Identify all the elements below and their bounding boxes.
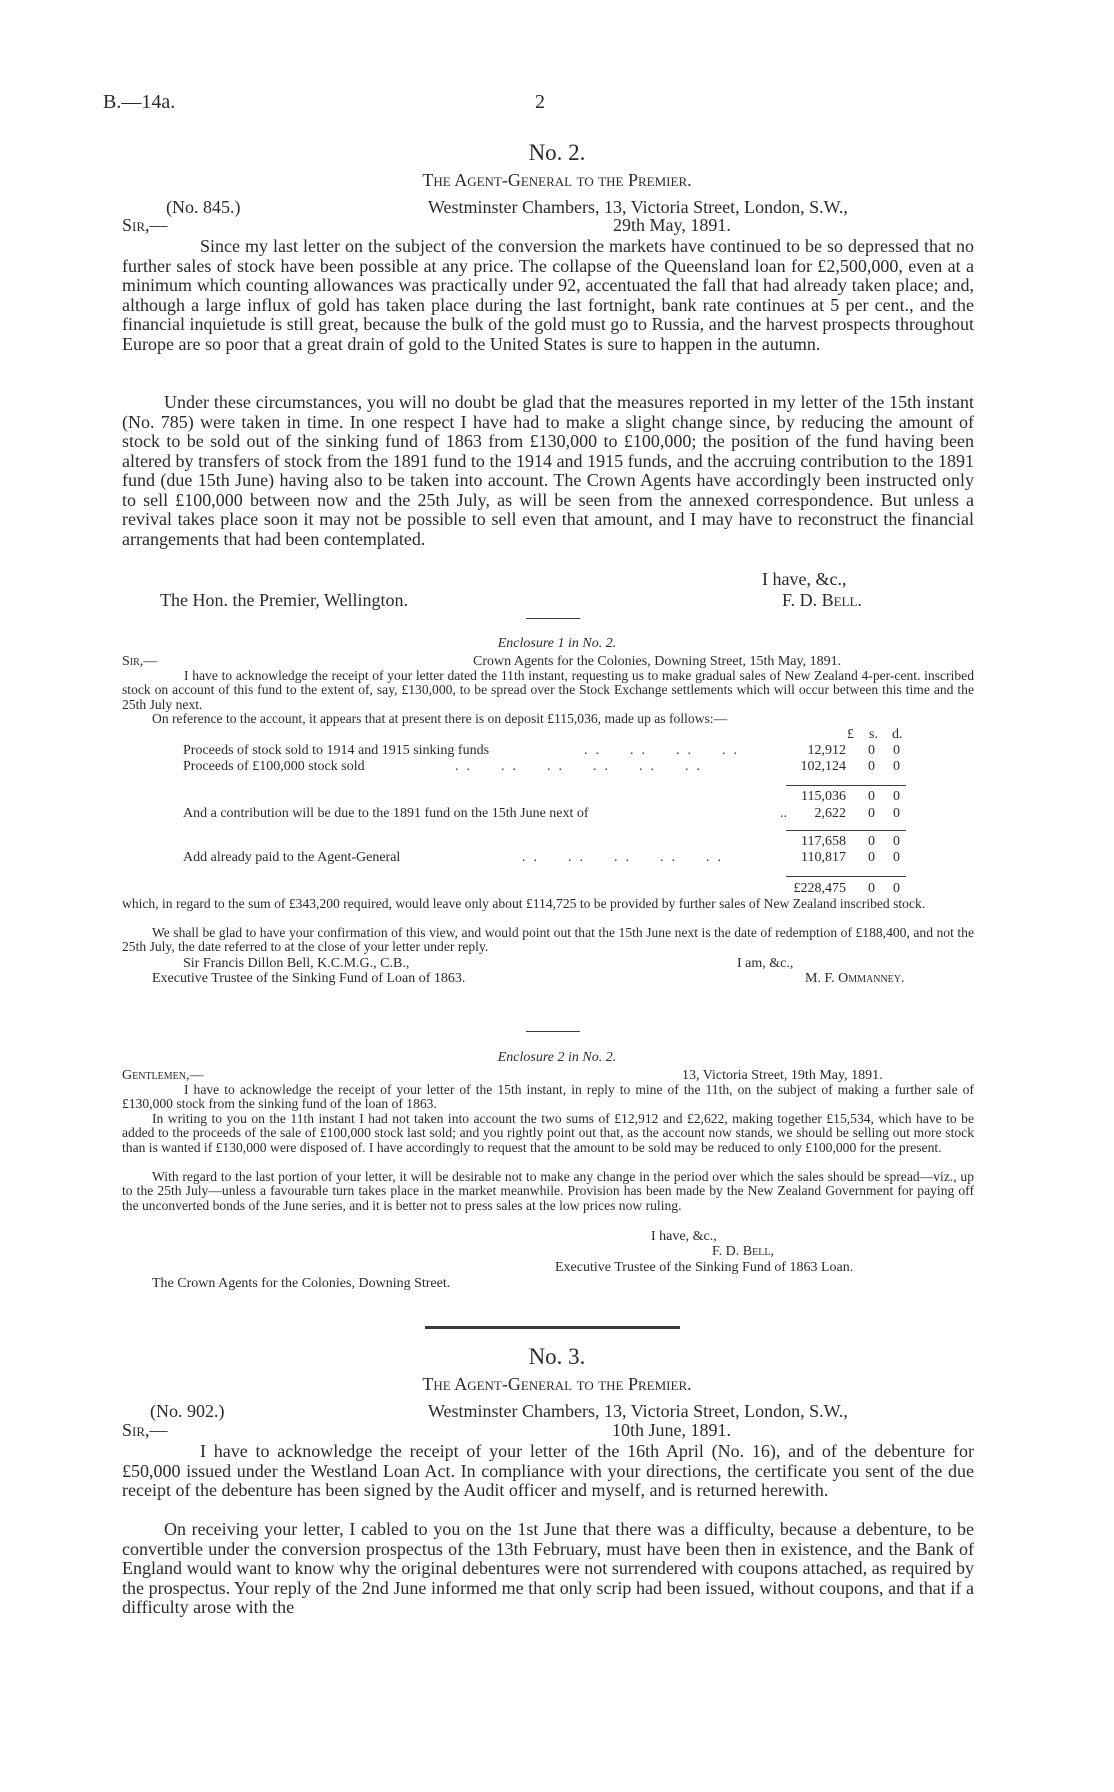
table-cell-pence: 0 (893, 850, 900, 865)
letter-heading-no2: No. 2. (528, 140, 586, 165)
section-divider-heavy (425, 1326, 680, 1329)
table-row-label: And a contribution will be due to the 1891 fund on the 15th June next of (183, 806, 589, 821)
total-pounds: £228,475 (793, 881, 846, 896)
letter-date-no2: 29th May, 1891. (613, 215, 731, 235)
signature-enc1: M. F. Ommanney. (805, 971, 905, 986)
table-cell-shillings: 0 (868, 850, 875, 865)
paragraph: Under these circumstances, you will no doubt be glad that the measures reported in my letter of the 15th instant (No. 785) were taken in time. In one respect I have had to make a slight change since, by reducing the amount of stock to be sold out of the sinking fund of 1863 from £130,000 to £100,000; the position of the fund having been altered by transfers of stock from the 1891 fund to the 1914 and 1915 funds, and the accruing contribution to the 1891 fund (due 15th June) having also to be taken into account. The Crown Agents have accordingly been instructed only to sell £100,000 between now and the 25th July, as will be seen from the annexed correspondence. But unless a revival takes place soon it may not be possible to sell even that amount, and I may have to reconstruct the financial arrangements that had been contemplated. (122, 392, 974, 549)
closing-enc1: I am, &c., (737, 956, 794, 971)
letter-address-no2: Westminster Chambers, 13, Victoria Street, London, S.W., (428, 197, 848, 217)
letter-subheading-no2: The Agent-General to the Premier. (422, 170, 692, 190)
column-header-pence: d. (892, 727, 903, 742)
addressee-enc2: The Crown Agents for the Colonies, Downing Street. (152, 1276, 451, 1291)
enclosure-heading-2: Enclosure 2 in No. 2. (497, 1050, 617, 1065)
paragraph: With regard to the last portion of your letter, it will be desirable not to make any change in the period over which the sales should be spread—viz., up to the 25th July—unless a favourable turn takes place in the market meanwhile. Provision has been made by the New Zealand Government for paying off the unconverted bonds of the June series, and it is better not to press sales at the low prices now ruling. (122, 1169, 974, 1213)
table-cell-shillings: 0 (868, 743, 875, 758)
sum-rule (786, 876, 906, 877)
address-enc2: 13, Victoria Street, 19th May, 1891. (682, 1068, 883, 1083)
page-number: 2 (535, 91, 545, 113)
subtotal-pounds: 115,036 (801, 789, 846, 804)
address-enc1: Crown Agents for the Colonies, Downing Street, 15th May, 1891. (473, 654, 842, 669)
letter-ref-no3: (No. 902.) (150, 1401, 225, 1421)
paragraph: which, in regard to the sum of £343,200 required, would leave only about £114,725 to be provided by further sales of New Zealand inscribed stock. (122, 896, 926, 911)
table-row-label: Add already paid to the Agent-General (183, 850, 401, 865)
sum-rule (786, 785, 906, 786)
paragraph: I have to acknowledge the receipt of your letter of the 16th April (No. 16), and of the debenture for £50,000 issued under the Westland Loan Act. In compliance with your directions, the certificate you sent of the due receipt of the debenture has been signed by the Audit officer and myself, and is returned herewith. (122, 1441, 974, 1500)
signature-no2: F. D. Bell. (782, 590, 862, 610)
paragraph: We shall be glad to have your confirmation of this view, and would point out that the 15th June next is the date of redemption of £188,400, and not the 25th July, the date referred to at the close of your letter under reply. (122, 925, 974, 955)
leader-dots: .. .. .. .. (584, 743, 745, 758)
paragraph: In writing to you on the 11th instant I had not taken into account the two sums of £12,912 and £2,622, making together £15,534, which have to be added to the proceeds of the sale of £100,000 stock last sold; and you rightly point out that, as the account now stands, we should be selling out more stock than is wanted if £130,000 were disposed of. I have accordingly to request that the amount to be sold may be reduced to only £100,000 for the present. (122, 1111, 974, 1155)
table-cell-pence: 0 (893, 789, 900, 804)
section-divider (526, 1031, 580, 1032)
sum-rule (786, 830, 906, 831)
salutation-no3: Sir,— (122, 1420, 168, 1440)
paragraph: I have to acknowledge the receipt of your letter of the 15th instant, in reply to mine of the 11th, on the subject of making a further sale of £130,000 stock from the sinking fund of the loan of 1863. (122, 1082, 974, 1112)
column-header-shillings: s. (869, 727, 878, 742)
table-cell-pence: 0 (893, 743, 900, 758)
table-cell-pounds: 12,912 (807, 743, 846, 758)
table-row-label: Proceeds of £100,000 stock sold (183, 759, 365, 774)
table-cell-pounds: 102,124 (800, 759, 846, 774)
table-cell-pence: 0 (893, 881, 900, 896)
letter-heading-no3: No. 3. (528, 1344, 586, 1369)
paragraph: I have to acknowledge the receipt of your letter dated the 11th instant, requesting us to make gradual sales of New Zealand 4-per-cent. inscribed stock on account of this fund to the extent of, say, £130,000, to be spread over the Stock Exchange settlements which will occur between this time and the 25th July next. (122, 668, 974, 712)
section-divider (526, 618, 580, 619)
paragraph: Since my last letter on the subject of the conversion the markets have continued to be so depressed that no further sales of stock have been possible at any price. The collapse of the Queensland loan for £2,500,000, even at a minimum which counting allowances was practically under 92, accentuated the fall that had already taken place; and, although a large influx of gold has taken place during the last fortnight, bank rate continues at 5 per cent., and the financial inquietude is still great, because the bulk of the gold must go to Russia, and the harvest prospects throughout Europe are so poor that a great drain of gold to the United States is sure to happen in the autumn. (122, 236, 974, 354)
recipient-enc1: Sir Francis Dillon Bell, K.C.M.G., C.B., (183, 956, 410, 971)
letter-subheading-no3: The Agent-General to the Premier. (422, 1374, 692, 1394)
table-cell-shillings: 0 (868, 789, 875, 804)
table-cell-pence: 0 (893, 759, 900, 774)
table-cell-shillings: 0 (868, 759, 875, 774)
leader-dots: .. .. .. .. .. .. (455, 759, 708, 774)
salutation-enc1: Sir,— (122, 654, 158, 669)
salutation-no2: Sir,— (122, 215, 168, 235)
letter-date-no3: 10th June, 1891. (612, 1420, 731, 1440)
leader-dots: .. .. .. .. .. (522, 850, 729, 865)
closing-no2: I have, &c., (762, 569, 847, 589)
column-header-pounds: £ (847, 727, 854, 742)
paragraph: On reference to the account, it appears that at present there is on deposit £115,036, made up as follows:— (152, 711, 728, 726)
letter-address-no3: Westminster Chambers, 13, Victoria Street, London, S.W., (428, 1401, 848, 1421)
signature-enc2: F. D. Bell, (712, 1244, 774, 1259)
table-cell-shillings: 0 (868, 881, 875, 896)
addressee-no2: The Hon. the Premier, Wellington. (160, 590, 408, 610)
subtotal-pounds: 117,658 (801, 834, 846, 849)
table-cell-shillings: 0 (868, 834, 875, 849)
signatory-title-enc2: Executive Trustee of the Sinking Fund of 1863 Loan. (555, 1260, 854, 1275)
enclosure-heading-1: Enclosure 1 in No. 2. (497, 636, 617, 651)
table-row-label: Proceeds of stock sold to 1914 and 1915 sinking funds (183, 743, 490, 758)
recipient-title-enc1: Executive Trustee of the Sinking Fund of Loan of 1863. (152, 971, 466, 986)
table-cell-pounds: 2,622 (814, 806, 846, 821)
table-cell-pence: 0 (893, 806, 900, 821)
closing-enc2: I have, &c., (651, 1229, 717, 1244)
document-reference: B.—14a. (103, 91, 176, 113)
salutation-enc2: Gentlemen,— (122, 1068, 204, 1083)
leader-dots: .. (780, 806, 787, 821)
paragraph: On receiving your letter, I cabled to you on the 1st June that there was a difficulty, because a debenture, to be convertible under the conversion prospectus of the 13th February, must have been then in existence, and the Bank of England would want to know why the original debentures were not surrendered with coupons attached, as required by the prospectus. Your reply of the 2nd June informed me that only scrip had been issued, without coupons, and that if a difficulty arose with the (122, 1519, 974, 1617)
table-cell-pounds: 110,817 (801, 850, 846, 865)
table-cell-shillings: 0 (868, 806, 875, 821)
letter-ref-no2: (No. 845.) (166, 197, 241, 217)
table-cell-pence: 0 (893, 834, 900, 849)
